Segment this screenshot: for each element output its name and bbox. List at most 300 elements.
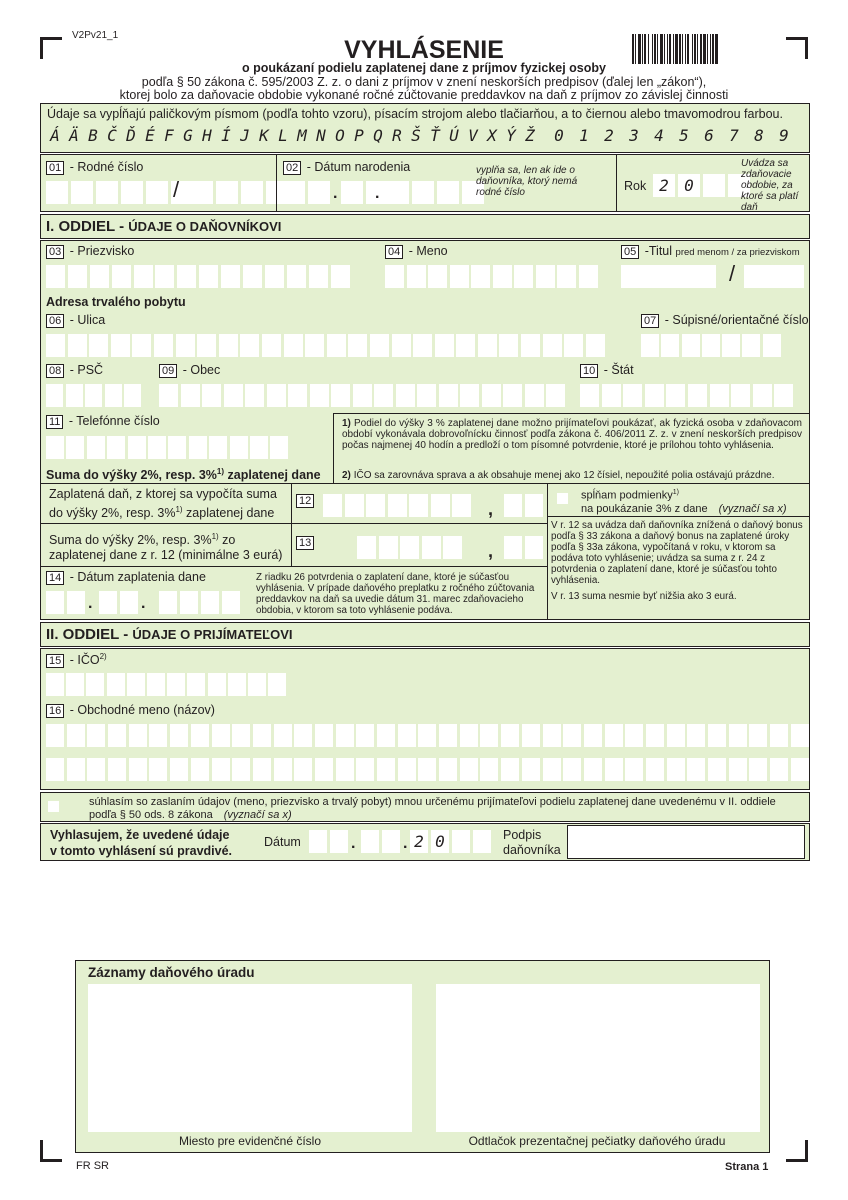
barcode	[632, 34, 758, 64]
surname-input[interactable]	[46, 265, 350, 288]
footnote-number: 1)	[342, 418, 351, 429]
char-cell[interactable]	[86, 673, 104, 696]
char-cell[interactable]	[336, 724, 354, 747]
footer-issuer: FR SR	[76, 1160, 109, 1172]
payment-date-month[interactable]	[99, 591, 138, 614]
sample-character: 4	[654, 126, 664, 145]
char-cell[interactable]	[66, 436, 84, 459]
char-cell[interactable]	[46, 724, 64, 747]
char-cell[interactable]	[557, 265, 576, 288]
char-cell[interactable]	[107, 673, 125, 696]
first-name-input[interactable]	[385, 265, 598, 288]
char-cell[interactable]	[763, 334, 781, 357]
payment-date-day[interactable]	[46, 591, 85, 614]
char-cell[interactable]	[499, 334, 518, 357]
char-cell[interactable]	[265, 265, 284, 288]
char-cell[interactable]	[564, 334, 583, 357]
char-cell[interactable]	[667, 724, 685, 747]
sample-character: 0	[554, 126, 564, 145]
char-cell[interactable]	[309, 265, 328, 288]
tax-year-note: Uvádza sa zdaňovacie obdobie, za ktoré sa platí daň	[741, 158, 799, 213]
char-cell[interactable]	[87, 758, 105, 781]
char-cell[interactable]	[536, 265, 555, 288]
char-cell[interactable]	[240, 334, 259, 357]
char-cell[interactable]	[356, 724, 374, 747]
char-cell[interactable]	[439, 758, 457, 781]
row-13-label-suffix: zo zaplatenej dane z r. 12 (minimálne 3 eurá)	[49, 533, 283, 563]
char-cell[interactable]	[202, 384, 221, 407]
sample-character: B	[88, 126, 98, 145]
char-cell[interactable]	[212, 724, 230, 747]
char-cell[interactable]	[450, 265, 469, 288]
char-cell[interactable]	[46, 673, 64, 696]
char-cell[interactable]	[729, 724, 747, 747]
footnote-ref: 1)	[211, 532, 219, 541]
sample-character: Á	[50, 126, 60, 145]
char-cell[interactable]	[149, 758, 167, 781]
char-cell[interactable]	[191, 758, 209, 781]
share-amount-integer-input[interactable]	[357, 536, 462, 559]
char-cell[interactable]	[108, 758, 126, 781]
char-cell[interactable]	[327, 334, 346, 357]
char-cell[interactable]	[232, 724, 250, 747]
char-cell[interactable]	[245, 384, 264, 407]
ico-input[interactable]	[46, 673, 286, 696]
field-number: 09	[159, 364, 177, 378]
char-cell[interactable]	[514, 265, 533, 288]
char-cell[interactable]	[345, 494, 364, 517]
char-cell[interactable]	[791, 724, 809, 747]
char-cell[interactable]	[248, 673, 266, 696]
declaration-date-day[interactable]	[309, 830, 348, 853]
char-cell[interactable]	[584, 758, 602, 781]
field-number: 06	[46, 314, 64, 328]
form-code: V2Pv21_1	[72, 30, 119, 41]
char-cell[interactable]	[112, 265, 131, 288]
char-cell[interactable]	[310, 384, 329, 407]
stamp-area[interactable]	[436, 984, 760, 1132]
char-cell[interactable]	[134, 265, 153, 288]
char-cell[interactable]	[579, 265, 598, 288]
intro-section	[40, 103, 810, 153]
char-cell[interactable]	[262, 334, 281, 357]
mark-note: (vyznačí sa x)	[223, 809, 292, 821]
sample-character: 6	[704, 126, 714, 145]
postcode-input[interactable]	[46, 384, 141, 407]
footnote-ref: 1)	[175, 505, 183, 514]
char-cell[interactable]	[418, 724, 436, 747]
business-name-input-row-1[interactable]	[46, 724, 809, 747]
char-cell[interactable]	[268, 673, 286, 696]
char-cell[interactable]	[129, 758, 147, 781]
char-cell[interactable]	[315, 758, 333, 781]
char-cell[interactable]	[501, 758, 519, 781]
char-cell[interactable]	[90, 265, 109, 288]
char-cell[interactable]	[625, 724, 643, 747]
paid-tax-integer-input[interactable]	[323, 494, 471, 517]
char-cell[interactable]	[456, 334, 475, 357]
char-cell[interactable]	[385, 265, 404, 288]
payment-date-year[interactable]	[159, 591, 240, 614]
ico-label: - IČO	[66, 653, 100, 668]
char-cell[interactable]	[417, 384, 436, 407]
sample-character: H	[202, 126, 212, 145]
sample-character: 3	[629, 126, 639, 145]
mark-note: (vyznačí sa x)	[718, 502, 787, 515]
char-cell[interactable]	[46, 384, 63, 407]
sample-character: Š	[411, 126, 421, 145]
city-input[interactable]	[159, 384, 565, 407]
char-cell[interactable]	[543, 724, 561, 747]
char-cell[interactable]	[460, 758, 478, 781]
volunteer-checkbox[interactable]	[557, 493, 568, 504]
char-cell[interactable]	[501, 724, 519, 747]
char-cell[interactable]	[294, 758, 312, 781]
char-cell[interactable]	[267, 384, 286, 407]
char-cell[interactable]	[315, 724, 333, 747]
char-cell[interactable]	[584, 724, 602, 747]
field-number: 15	[46, 654, 64, 668]
char-cell[interactable]	[148, 436, 166, 459]
declaration-date-year[interactable]: 2 0	[410, 830, 491, 853]
char-cell[interactable]	[641, 334, 659, 357]
char-cell[interactable]	[602, 384, 621, 407]
char-cell[interactable]	[108, 724, 126, 747]
signature-field[interactable]	[567, 825, 805, 859]
char-cell[interactable]	[253, 724, 271, 747]
char-cell[interactable]	[666, 384, 685, 407]
char-cell[interactable]	[132, 334, 151, 357]
char-cell[interactable]	[219, 334, 238, 357]
paid-tax-decimal-input[interactable]	[504, 494, 543, 517]
char-cell[interactable]	[46, 334, 65, 357]
char-cell[interactable]	[336, 758, 354, 781]
char-cell[interactable]	[722, 334, 740, 357]
row-12-note: V r. 12 sa uvádza daň daňovníka znížená o daňový bonus podľa § 33 zákona a daňový bonus na zaplatené úroky podľa § 33a zákona, vypočítaná v roku, v ktorom sa podáva toto vyhlásenie; uvádza sa suma z r. 24 z potvrdenia o zaplatení dane, ktoré je súčasťou tohto vyhlásenia.	[551, 520, 803, 586]
char-cell[interactable]	[428, 265, 447, 288]
field-number: 07	[641, 314, 659, 328]
char-cell[interactable]	[478, 334, 497, 357]
char-cell[interactable]	[563, 724, 581, 747]
char-cell[interactable]	[243, 265, 262, 288]
char-cell[interactable]	[422, 536, 441, 559]
char-cell[interactable]	[284, 334, 303, 357]
char-cell[interactable]	[687, 758, 705, 781]
char-cell[interactable]	[379, 536, 398, 559]
field-number: 11	[46, 415, 63, 429]
char-cell[interactable]	[87, 724, 105, 747]
declaration-text: Vyhlasujem, že uvedené údaje	[50, 828, 230, 842]
year-label: Rok	[624, 179, 647, 193]
char-cell[interactable]	[439, 724, 457, 747]
consent-text: súhlasím so zaslaním údajov (meno, priezvisko a trvalý pobyt) mnou určenému prijímateľovi podielu zaplatenej dane uvedenému v II. oddiele podľa § 50 ods. 8 zákona	[89, 796, 776, 821]
char-cell[interactable]	[418, 758, 436, 781]
country-input[interactable]	[580, 384, 793, 407]
char-cell[interactable]	[503, 384, 522, 407]
char-cell[interactable]	[274, 758, 292, 781]
char-cell[interactable]	[688, 384, 707, 407]
char-cell[interactable]	[770, 758, 788, 781]
char-cell[interactable]	[191, 724, 209, 747]
char-cell[interactable]	[149, 724, 167, 747]
birth-number-suffix-input[interactable]	[191, 181, 288, 204]
footnote-2: IČO sa zarovnáva sprava a ak obsahuje menej ako 12 čísiel, nepoužité polia ostávajú prázdne.	[353, 470, 775, 481]
char-cell[interactable]	[543, 758, 561, 781]
decimal-comma: ,	[488, 499, 494, 519]
city-label: - Obec	[179, 363, 221, 377]
char-cell[interactable]	[124, 384, 141, 407]
tax-office-records	[75, 960, 770, 1153]
char-cell[interactable]	[170, 758, 188, 781]
char-cell[interactable]	[580, 384, 599, 407]
sample-letters	[47, 124, 538, 147]
char-cell[interactable]	[460, 384, 479, 407]
char-cell[interactable]	[68, 265, 87, 288]
char-cell[interactable]	[353, 384, 372, 407]
char-cell[interactable]	[398, 724, 416, 747]
date-dot: .	[351, 835, 356, 852]
char-cell[interactable]	[753, 384, 772, 407]
char-cell[interactable]	[68, 334, 87, 357]
char-cell[interactable]	[480, 724, 498, 747]
corner-mark	[40, 1140, 62, 1162]
business-name-input-row-2[interactable]	[46, 758, 809, 781]
house-number-input[interactable]	[641, 334, 781, 357]
title-label: -Titul	[641, 244, 673, 258]
char-cell[interactable]	[181, 384, 200, 407]
char-cell[interactable]	[791, 758, 809, 781]
sample-character: 8	[754, 126, 764, 145]
consent-checkbox[interactable]	[48, 801, 59, 812]
char-cell[interactable]	[729, 758, 747, 781]
birth-date-year[interactable]	[387, 181, 484, 204]
char-cell[interactable]	[288, 384, 307, 407]
char-cell[interactable]	[702, 334, 720, 357]
char-cell[interactable]	[176, 334, 195, 357]
amount-heading-suffix: zaplatenej dane	[224, 468, 321, 483]
char-cell[interactable]	[413, 334, 432, 357]
char-cell[interactable]	[493, 265, 512, 288]
char-cell[interactable]	[370, 334, 389, 357]
char-cell[interactable]	[377, 758, 395, 781]
char-cell[interactable]	[331, 384, 350, 407]
char-cell[interactable]	[177, 265, 196, 288]
title-after-input[interactable]	[744, 265, 804, 288]
payment-date-note: Z riadku 26 potvrdenia o zaplatení dane, ktoré je súčasťou vyhlásenia. V prípade daňového preplatku z ročného zúčtovania preddavkov na daň sa uvedie dátum 31. marec zdaňovacieho obdobia, v ktorom sa toto vyhlásenie podáva.	[256, 572, 535, 616]
char-cell[interactable]	[67, 758, 85, 781]
char-cell[interactable]	[543, 334, 562, 357]
first-name-label: - Meno	[405, 244, 448, 258]
char-cell[interactable]	[147, 673, 165, 696]
char-cell[interactable]	[443, 536, 462, 559]
tax-year-input[interactable]: 2 0	[653, 174, 750, 197]
char-cell[interactable]	[46, 265, 65, 288]
char-cell[interactable]	[460, 724, 478, 747]
char-cell[interactable]	[348, 334, 367, 357]
field-number: 16	[46, 704, 64, 718]
char-cell[interactable]	[232, 758, 250, 781]
char-cell[interactable]	[155, 265, 174, 288]
street-input[interactable]	[46, 334, 605, 357]
char-cell[interactable]	[159, 384, 178, 407]
char-cell[interactable]	[646, 758, 664, 781]
char-cell[interactable]	[710, 384, 729, 407]
birth-number-slash: /	[173, 177, 180, 202]
char-cell[interactable]	[770, 724, 788, 747]
conditions-label-2: na poukázanie 3% z dane	[581, 502, 708, 515]
char-cell[interactable]	[374, 384, 393, 407]
char-cell[interactable]	[66, 384, 83, 407]
char-cell[interactable]	[563, 758, 581, 781]
char-cell[interactable]	[111, 334, 130, 357]
birth-number-input[interactable]	[46, 181, 193, 204]
form-legal-line: podľa § 50 zákona č. 595/2003 Z. z. o dani z príjmov v znení neskorších predpisov (ďalej len „zákon“),	[141, 75, 707, 89]
char-cell[interactable]	[199, 265, 218, 288]
char-cell[interactable]	[294, 724, 312, 747]
char-cell[interactable]	[154, 334, 173, 357]
char-cell[interactable]	[482, 384, 501, 407]
identification-row	[40, 154, 810, 212]
char-cell[interactable]	[586, 334, 605, 357]
postcode-label: - PSČ	[66, 363, 104, 377]
char-cell[interactable]	[189, 436, 207, 459]
char-cell[interactable]	[682, 334, 700, 357]
char-cell[interactable]	[392, 334, 411, 357]
char-cell[interactable]	[774, 384, 793, 407]
char-cell[interactable]	[208, 673, 226, 696]
char-cell[interactable]	[209, 436, 227, 459]
char-cell[interactable]	[661, 334, 679, 357]
sample-character: Ž	[525, 126, 535, 145]
char-cell[interactable]	[356, 758, 374, 781]
char-cell[interactable]	[287, 265, 306, 288]
char-cell[interactable]	[221, 265, 240, 288]
char-cell[interactable]	[274, 724, 292, 747]
sample-character: Í	[221, 126, 231, 145]
char-cell[interactable]	[645, 384, 664, 407]
char-cell[interactable]	[439, 384, 458, 407]
date-dot: .	[333, 185, 338, 202]
share-amount-decimal-input[interactable]	[504, 536, 543, 559]
char-cell[interactable]	[170, 724, 188, 747]
char-cell[interactable]	[521, 334, 540, 357]
char-cell[interactable]	[377, 724, 395, 747]
char-cell[interactable]	[605, 758, 623, 781]
char-cell[interactable]	[128, 436, 146, 459]
char-cell[interactable]	[323, 494, 342, 517]
char-cell[interactable]	[46, 436, 64, 459]
char-cell[interactable]	[605, 724, 623, 747]
field-number: 03	[46, 245, 64, 259]
phone-input[interactable]	[46, 436, 288, 459]
title-note: pred menom / za priezviskom	[675, 247, 800, 258]
section-2-number: II. ODDIEL -	[46, 626, 133, 643]
char-cell[interactable]	[731, 384, 750, 407]
char-cell[interactable]	[197, 334, 216, 357]
char-cell[interactable]	[129, 724, 147, 747]
char-cell[interactable]	[87, 436, 105, 459]
char-cell[interactable]	[687, 724, 705, 747]
char-cell[interactable]	[305, 334, 324, 357]
char-cell[interactable]	[435, 334, 454, 357]
char-cell[interactable]	[398, 758, 416, 781]
char-cell[interactable]	[646, 724, 664, 747]
char-cell[interactable]	[107, 436, 125, 459]
section-2-body	[40, 648, 810, 790]
char-cell[interactable]	[396, 384, 415, 407]
char-cell[interactable]	[522, 724, 540, 747]
char-cell[interactable]	[623, 384, 642, 407]
char-cell[interactable]	[625, 758, 643, 781]
char-cell[interactable]	[250, 436, 268, 459]
char-cell[interactable]	[85, 384, 102, 407]
field-number: 14	[46, 571, 64, 585]
char-cell[interactable]	[187, 673, 205, 696]
form-title: VYHLÁSENIE	[344, 36, 504, 64]
char-cell[interactable]	[431, 494, 450, 517]
char-cell[interactable]	[66, 673, 84, 696]
amount-heading: Suma do výšky 2%, resp. 3%	[46, 468, 217, 483]
char-cell[interactable]	[708, 724, 726, 747]
char-cell[interactable]	[230, 436, 248, 459]
char-cell[interactable]	[480, 758, 498, 781]
birth-date-month[interactable]	[341, 181, 388, 204]
row-12-label-suffix: zaplatenej dane	[182, 506, 275, 521]
char-cell[interactable]	[224, 384, 243, 407]
char-cell[interactable]	[46, 758, 64, 781]
sample-character: Ď	[126, 126, 136, 145]
sample-character: V	[468, 126, 478, 145]
char-cell[interactable]	[212, 758, 230, 781]
field-number: 10	[580, 364, 598, 378]
char-cell[interactable]	[168, 436, 186, 459]
char-cell[interactable]	[357, 536, 376, 559]
char-cell[interactable]	[400, 536, 419, 559]
char-cell[interactable]	[525, 384, 544, 407]
declaration-date-month[interactable]	[361, 830, 400, 853]
char-cell[interactable]	[409, 494, 428, 517]
char-cell[interactable]	[742, 334, 760, 357]
char-cell[interactable]	[749, 758, 767, 781]
title-before-input[interactable]	[621, 265, 716, 288]
char-cell[interactable]	[407, 265, 426, 288]
char-cell[interactable]	[522, 758, 540, 781]
birth-date-day[interactable]	[283, 181, 330, 204]
char-cell[interactable]	[388, 494, 407, 517]
payment-date-label: - Dátum zaplatenia dane	[66, 570, 206, 584]
char-cell[interactable]	[331, 265, 350, 288]
char-cell[interactable]	[546, 384, 565, 407]
char-cell[interactable]	[253, 758, 271, 781]
sample-character: F	[164, 126, 174, 145]
char-cell[interactable]	[667, 758, 685, 781]
char-cell[interactable]	[105, 384, 122, 407]
char-cell[interactable]	[228, 673, 246, 696]
char-cell[interactable]	[167, 673, 185, 696]
registration-number-area[interactable]	[88, 984, 412, 1132]
char-cell[interactable]	[452, 494, 471, 517]
char-cell[interactable]	[749, 724, 767, 747]
char-cell[interactable]	[89, 334, 108, 357]
char-cell[interactable]	[471, 265, 490, 288]
consent-section	[40, 792, 810, 822]
char-cell[interactable]	[270, 436, 288, 459]
char-cell[interactable]	[127, 673, 145, 696]
page-number: Strana 1	[725, 1161, 769, 1173]
char-cell[interactable]	[366, 494, 385, 517]
char-cell[interactable]	[708, 758, 726, 781]
char-cell[interactable]	[67, 724, 85, 747]
